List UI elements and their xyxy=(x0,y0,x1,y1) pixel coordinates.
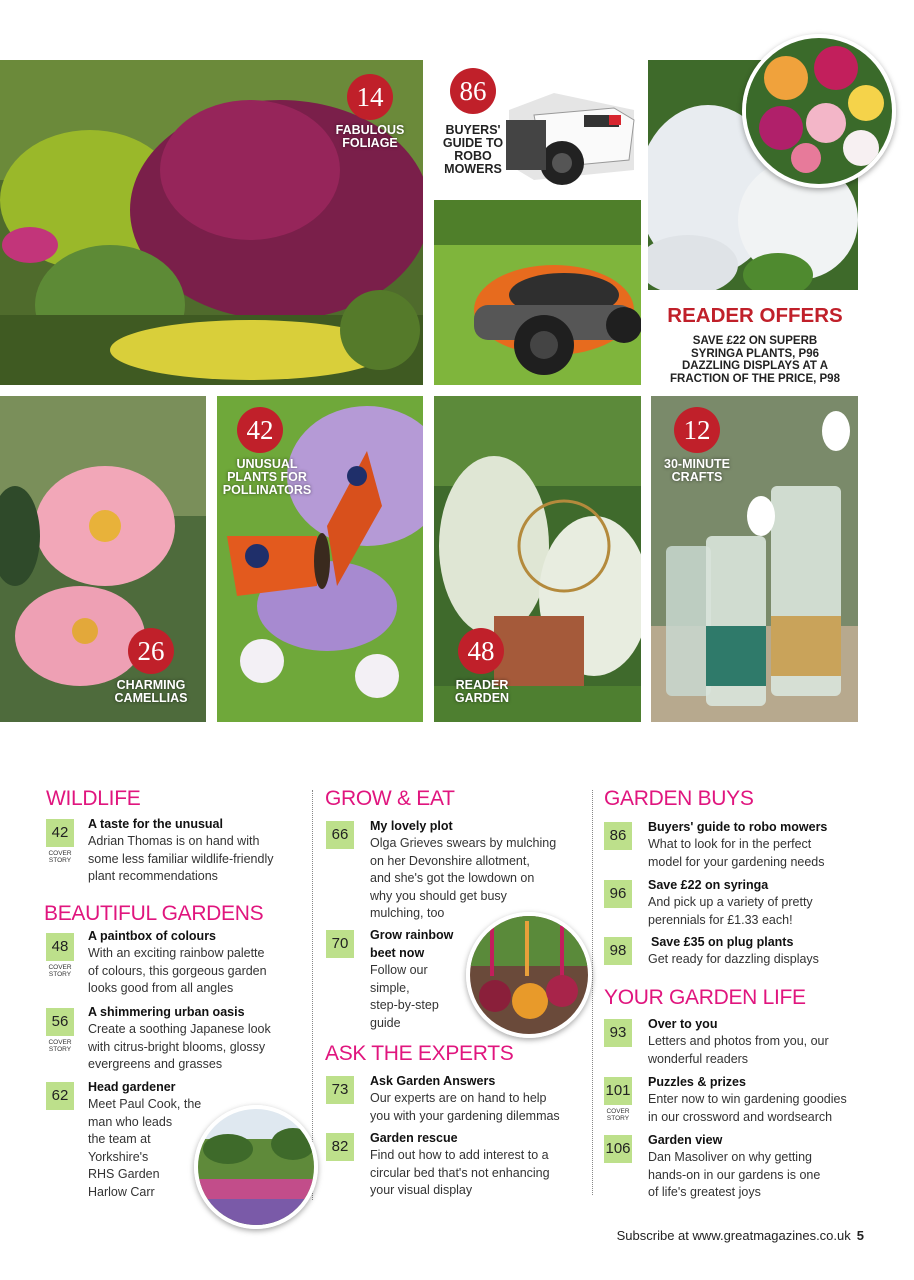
rainbow-beet-image xyxy=(470,916,588,1034)
contents-item-106[interactable] xyxy=(604,1135,874,1205)
page-badge-86: 86 xyxy=(450,68,496,114)
item-title: Puzzles & prizes xyxy=(648,1075,746,1089)
contents-item-48[interactable] xyxy=(46,929,296,1003)
photo-robo-mower-lawn[interactable] xyxy=(434,200,641,385)
item-description: Our experts are on hand to help you with your gardening dilemmas xyxy=(370,1091,560,1123)
item-description: Find out how to add interest to a circular bed that's not enhancing your visual display xyxy=(370,1148,550,1197)
item-description: Meet Paul Cook, the man who leads the team at Yorkshire's RHS Garden Harlow Carr xyxy=(88,1097,202,1199)
page-number: 98 xyxy=(604,937,632,965)
item-title: A paintbox of colours xyxy=(88,929,217,943)
item-title: Save £35 on plug plants xyxy=(651,935,794,949)
camellias-label: CHARMING CAMELLIAS xyxy=(114,678,188,705)
page-number: 106 xyxy=(604,1135,632,1163)
item-title: A taste for the unusual xyxy=(88,817,223,831)
page-badge-26: 26 xyxy=(128,628,174,674)
plug-plants-inset-image xyxy=(746,38,892,184)
page-number: 82 xyxy=(326,1133,354,1161)
item-description: Enter now to win gardening goodies in our crossword and wordsearch xyxy=(648,1092,847,1124)
item-title: Over to you xyxy=(648,1017,718,1031)
photo-camellias[interactable] xyxy=(0,396,206,722)
item-title: Save £22 on syringa xyxy=(648,878,769,892)
harlow-carr-image xyxy=(198,1109,314,1225)
item-title: Garden rescue xyxy=(370,1131,458,1145)
page-number: 66 xyxy=(326,821,354,849)
item-title: Ask Garden Answers xyxy=(370,1074,496,1088)
item-description: Follow our simple, step-by-step guide xyxy=(370,963,439,1030)
cover-story-tag: COVER STORY xyxy=(48,850,72,864)
page-badge-12: 12 xyxy=(674,407,720,453)
photo-rainbow-beet[interactable] xyxy=(466,912,592,1038)
item-description: Olga Grieves swears by mulching on her Devonshire allotment, and she's got the lowdown on why you should get busy mulching, too xyxy=(370,836,557,920)
reader-garden-image xyxy=(434,396,641,722)
item-title: Grow rainbow beet now xyxy=(370,928,454,960)
photo-plug-plants-inset[interactable] xyxy=(742,34,896,188)
reader-garden-label: READER GARDEN xyxy=(454,678,510,705)
crafts-label: 30-MINUTE CRAFTS xyxy=(664,457,730,484)
contents-item-73[interactable] xyxy=(326,1076,586,1126)
item-title: My lovely plot xyxy=(370,819,453,833)
section-heading-ask-the-experts: ASK THE EXPERTS xyxy=(325,1042,514,1065)
page-number: 48 xyxy=(46,933,74,961)
contents-item-70[interactable] xyxy=(326,930,476,1035)
section-heading-beautiful-gardens: BEAUTIFUL GARDENS xyxy=(44,902,264,925)
page-number-footer: 5 xyxy=(856,1228,864,1243)
column-divider-2 xyxy=(592,790,593,1195)
page-number: 101 xyxy=(604,1077,632,1105)
page-number: 70 xyxy=(326,930,354,958)
contents-item-96[interactable] xyxy=(604,880,874,932)
reader-offers-title: READER OFFERS xyxy=(667,304,843,327)
foliage-label: FABULOUS FOLIAGE xyxy=(335,123,405,150)
item-title: Garden view xyxy=(648,1133,723,1147)
page-number: 62 xyxy=(46,1082,74,1110)
page-number: 86 xyxy=(604,822,632,850)
contents-item-86[interactable] xyxy=(604,822,874,874)
contents-item-82[interactable] xyxy=(326,1133,586,1203)
section-heading-garden-buys: GARDEN BUYS xyxy=(604,787,754,810)
item-title: A shimmering urban oasis xyxy=(88,1005,245,1019)
contents-item-56[interactable] xyxy=(46,1005,296,1078)
photo-reader-garden[interactable] xyxy=(434,396,641,722)
camellias-image xyxy=(0,396,206,722)
page-number: 56 xyxy=(46,1008,74,1036)
section-heading-your-garden-life: YOUR GARDEN LIFE xyxy=(604,986,806,1009)
section-heading-wildlife: WILDLIFE xyxy=(46,787,141,810)
item-description: Get ready for dazzling displays xyxy=(648,952,819,966)
column-divider-1 xyxy=(312,790,313,1200)
page-number: 93 xyxy=(604,1019,632,1047)
pollinators-label: UNUSUAL PLANTS FOR POLLINATORS xyxy=(222,457,312,497)
contents-item-62[interactable] xyxy=(46,1082,216,1207)
footer xyxy=(560,1228,864,1243)
item-description: Adrian Thomas is on hand with some less familiar wildlife-friendly plant recommendations xyxy=(88,834,274,883)
item-description: Letters and photos from you, our wonderful readers xyxy=(648,1034,829,1066)
contents-item-42[interactable] xyxy=(46,819,296,889)
contents-item-101[interactable] xyxy=(604,1077,874,1129)
contents-item-93[interactable] xyxy=(604,1019,874,1071)
page-number: 96 xyxy=(604,880,632,908)
cover-story-tag: COVER STORY xyxy=(48,1039,72,1053)
item-title: Head gardener xyxy=(88,1080,176,1094)
item-description: What to look for in the perfect model for your gardening needs xyxy=(648,837,825,869)
item-description: Create a soothing Japanese look with citrus-bright blooms, glossy evergreens and grasses xyxy=(88,1022,271,1071)
photo-harlow-carr[interactable] xyxy=(194,1105,318,1229)
cover-story-tag: COVER STORY xyxy=(48,964,72,978)
page-number: 73 xyxy=(326,1076,354,1104)
page-badge-14: 14 xyxy=(347,74,393,120)
item-description: And pick up a variety of pretty perennials for £1.33 each! xyxy=(648,895,813,927)
robo-label: BUYERS' GUIDE TO ROBO MOWERS xyxy=(442,123,504,176)
reader-offers-text: SAVE £22 ON SUPERB SYRINGA PLANTS, P96 DAZZLING DISPLAYS AT A FRACTION OF THE PRICE, P98 xyxy=(670,335,840,385)
item-description: Dan Masoliver on why getting hands-on in our gardens is one of life's greatest joys xyxy=(648,1150,821,1199)
page-badge-48: 48 xyxy=(458,628,504,674)
page-badge-42: 42 xyxy=(237,407,283,453)
page-number: 42 xyxy=(46,819,74,847)
robo-mower-lawn-image xyxy=(434,200,641,385)
subscribe-link[interactable]: Subscribe at www.greatmagazines.co.uk xyxy=(616,1228,851,1243)
item-title: Buyers' guide to robo mowers xyxy=(648,820,828,834)
contents-item-98[interactable] xyxy=(604,937,874,973)
section-heading-grow-eat: GROW & EAT xyxy=(325,787,455,810)
cover-story-tag: COVER STORY xyxy=(606,1108,630,1122)
item-description: With an exciting rainbow palette of colours, this gorgeous garden looks good from all angles xyxy=(88,946,267,995)
contents-item-66[interactable] xyxy=(326,821,576,921)
